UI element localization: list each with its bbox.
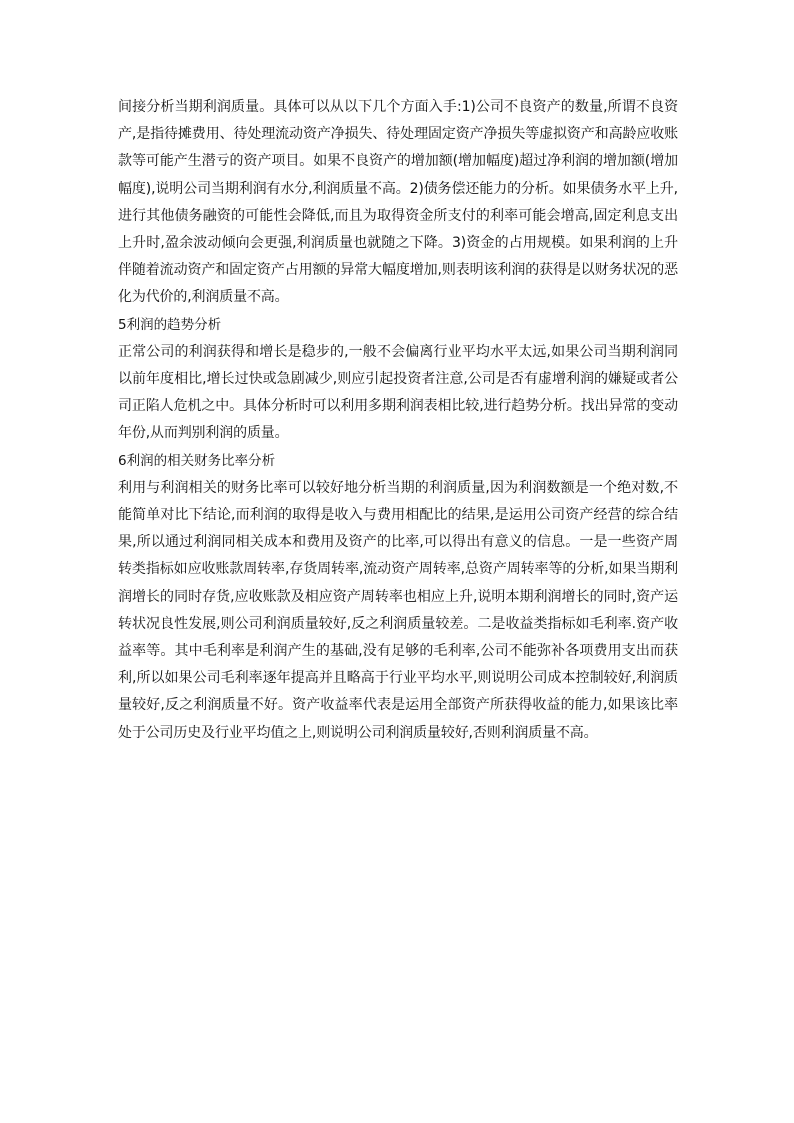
document-page — [118, 94, 678, 747]
paragraph-profit-trend: 正常公司的利润获得和增长是稳步的,一般不会偏离行业平均水平太远,如果公司当期利润同以前年度相比,增长过快或急剧减少,则应引起投资者注意,公司是否有虚增利润的嫌疑或者公司正陷人危机之中。具体分析时可以利用多期利润表相比较,进行趋势分析。找出异常的变动年份,从而判别利润的质量。 — [118, 343, 678, 442]
heading-profit-trend-analysis: 5利润的趋势分析 — [118, 316, 222, 333]
paragraph-financial-ratio: 利用与利润相关的财务比率可以较好地分析当期的利润质量,因为利润数额是一个绝对数,不能简单对比下结论,而利润的取得是收入与费用相配比的结果,是运用公司资产经营的综合结果,所以通过利润同相关成本和费用及资产的比率,可以得出有意义的信息。一是一些资产周转类指标如应收账款周转率,存货周转率,流动资产周转率,总资产周转率等的分析,如果当期利润增长的同时存货,应收账款及相应资产周转率也相应上升,说明本期利润增长的同时,资产运转状况良性发展,则公司利润质量较好,反之利润质量较差。二是收益类指标如毛利率.资产收益率等。其中毛利率是利润产生的基础,没有足够的毛利率,公司不能弥补各项费用支出而获利,所以如果公司毛利率逐年提高并且略高于行业平均水平,则说明公司成本控制较好,利润质量较好,反之利润质量不好。资产收益率代表是运用全部资产所获得收益的能力,如果该比率处于公司历史及行业平均值之上,则说明公司利润质量较好,否则利润质量不高。 — [118, 479, 678, 741]
heading-financial-ratio-analysis: 6利润的相关财务比率分析 — [118, 452, 276, 469]
paragraph-profit-quality-indirect: 间接分析当期利润质量。具体可以从以下几个方面入手:1)公司不良资产的数量,所谓不良资产,是指待摊费用、待处理流动资产净损失、待处理固定资产净损失等虚拟资产和高龄应收账款等可能产生潜亏的资产项目。如果不良资产的增加额(增加幅度)超过净利润的增加额(增加幅度),说明公司当期利润有水分,利润质量不高。2)债务偿还能力的分析。如果债务水平上升,进行其他债务融资的可能性会降低,而且为取得资金所支付的利率可能会增高,固定利息支出上升时,盈余波动倾向会更强,利润质量也就随之下降。3)资金的占用规模。如果利润的上升伴随着流动资产和固定资产占用额的异常大幅度增加,则表明该利润的获得是以财务状况的恶化为代价的,利润质量不高。 — [118, 99, 678, 306]
